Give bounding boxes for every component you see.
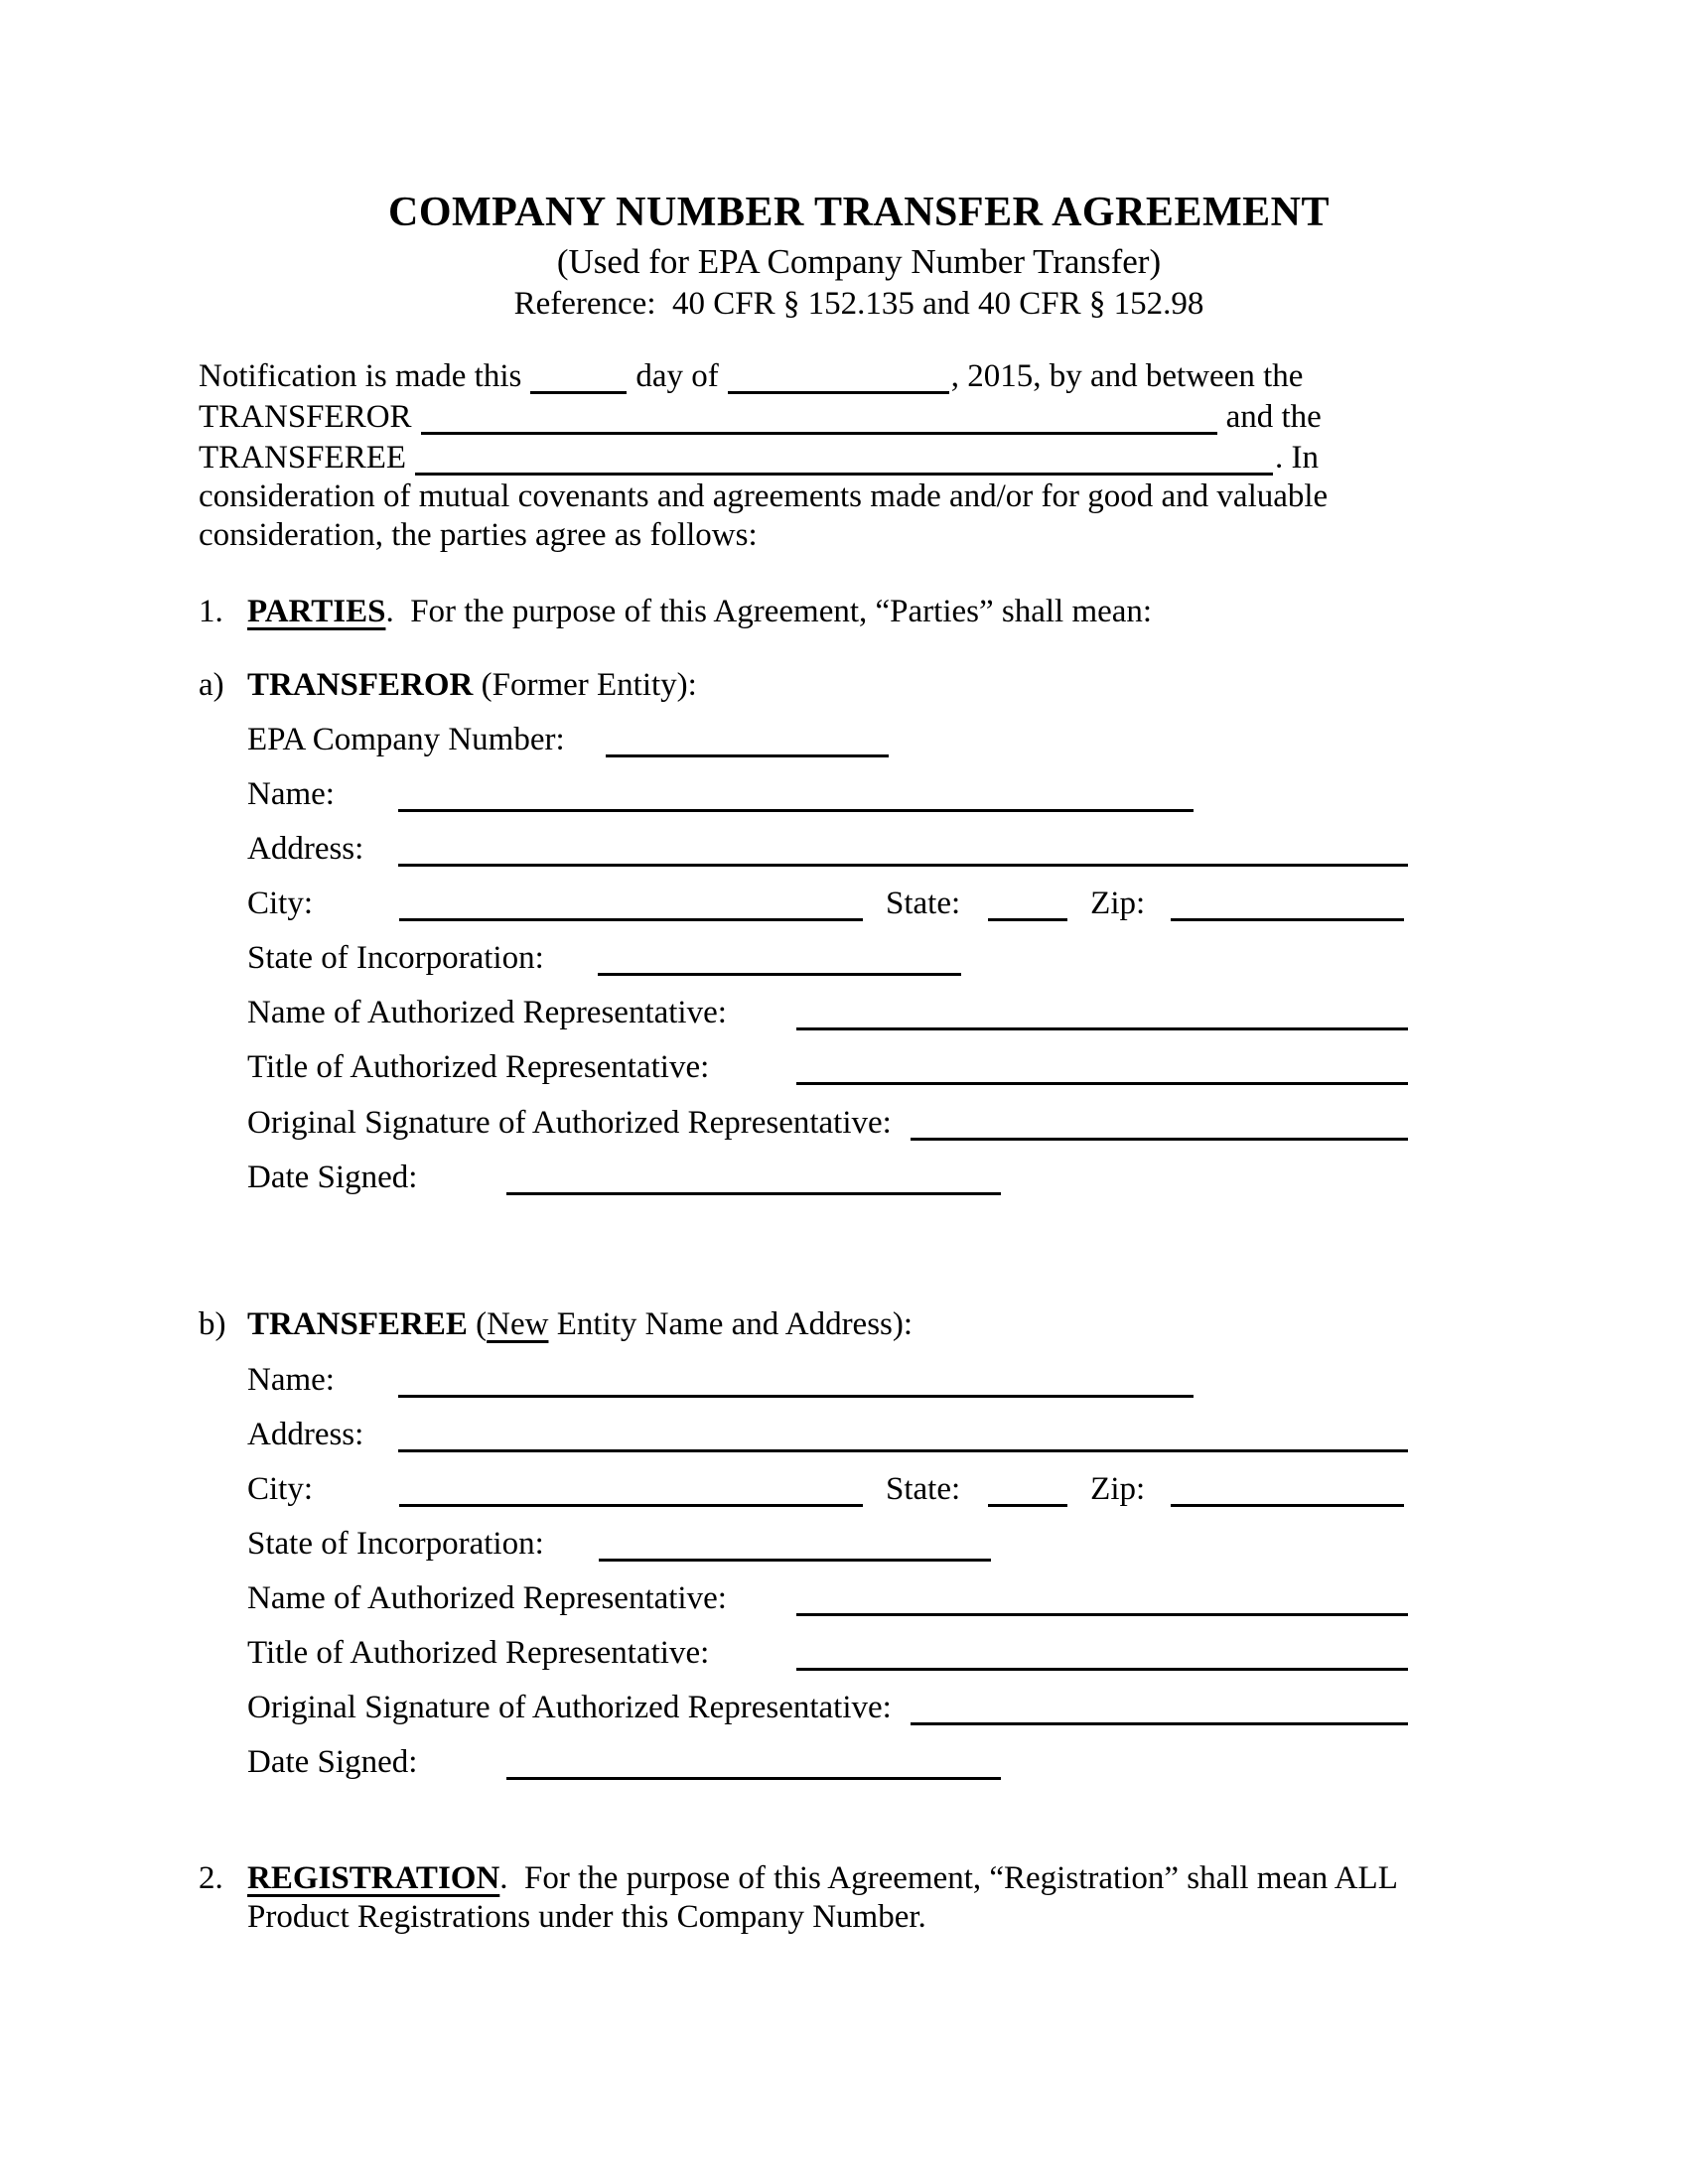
field-row-name bbox=[199, 773, 1519, 814]
field-row-rep-name bbox=[199, 1577, 1519, 1618]
field-row-signature bbox=[199, 1101, 1519, 1142]
address-blank[interactable] bbox=[398, 1422, 1408, 1452]
section-1-heading bbox=[199, 592, 1519, 631]
address-label: Address: bbox=[247, 831, 364, 868]
zip-blank[interactable] bbox=[1171, 1476, 1404, 1507]
intro-text: , 2015, by and between the bbox=[950, 358, 1304, 395]
field-row-incorporation bbox=[199, 1523, 1519, 1564]
field-row-address bbox=[199, 1414, 1519, 1454]
signature-blank[interactable] bbox=[911, 1109, 1408, 1140]
field-row-signature bbox=[199, 1687, 1519, 1727]
section-2-line-2: Product Registrations under this Company Number. bbox=[247, 1898, 926, 1935]
field-row-rep-title bbox=[199, 1046, 1519, 1087]
field-row-incorporation bbox=[199, 937, 1519, 978]
city-blank[interactable] bbox=[399, 890, 863, 921]
document-subtitle: (Used for EPA Company Number Transfer) bbox=[556, 242, 1162, 281]
part-a-title: TRANSFEROR bbox=[247, 667, 474, 704]
epa-number-blank[interactable] bbox=[606, 727, 889, 757]
date-signed-label: Date Signed: bbox=[247, 1159, 418, 1195]
part-a-heading bbox=[199, 665, 1519, 705]
incorporation-label: State of Incorporation: bbox=[247, 940, 544, 977]
name-blank[interactable] bbox=[398, 1367, 1194, 1398]
document-reference: Reference: 40 CFR § 152.135 and 40 CFR § 152.98 bbox=[513, 286, 1204, 322]
signature-label: Original Signature of Authorized Representative: bbox=[247, 1689, 892, 1725]
state-label: State: bbox=[886, 1470, 961, 1507]
part-b-fields bbox=[199, 1359, 1519, 1782]
intro-line-3 bbox=[199, 437, 1519, 478]
document-title: COMPANY NUMBER TRANSFER AGREEMENT bbox=[388, 190, 1330, 235]
part-a-subtitle: (Former Entity): bbox=[473, 667, 697, 704]
date-signed-blank[interactable] bbox=[506, 1164, 1001, 1195]
part-b-subtitle-open: ( bbox=[467, 1305, 488, 1342]
rep-title-blank[interactable] bbox=[796, 1640, 1408, 1671]
intro-line-2 bbox=[199, 396, 1519, 437]
transferor-name-blank[interactable] bbox=[421, 404, 1217, 435]
part-b-marker: b) bbox=[199, 1305, 226, 1342]
rep-title-label: Title of Authorized Representative: bbox=[247, 1049, 710, 1086]
rep-name-blank[interactable] bbox=[796, 1000, 1408, 1030]
field-row-rep-title bbox=[199, 1632, 1519, 1673]
name-label: Name: bbox=[247, 776, 335, 813]
section-2-text: . For the purpose of this Agreement, “Registration” shall mean ALL bbox=[499, 1859, 1398, 1896]
field-row-rep-name bbox=[199, 992, 1519, 1032]
rep-title-blank[interactable] bbox=[796, 1054, 1408, 1085]
signature-blank[interactable] bbox=[911, 1695, 1408, 1725]
address-blank[interactable] bbox=[398, 836, 1408, 867]
intro-line-4: consideration of mutual covenants and agreements made and/or for good and valuable bbox=[199, 478, 1329, 515]
field-row-date-signed bbox=[199, 1157, 1519, 1197]
section-2-title: REGISTRATION bbox=[247, 1859, 500, 1896]
part-b-title: TRANSFEREE bbox=[247, 1305, 468, 1342]
state-blank[interactable] bbox=[988, 1476, 1067, 1507]
incorporation-label: State of Incorporation: bbox=[247, 1525, 544, 1562]
city-label: City: bbox=[247, 1470, 314, 1507]
field-row-epa-number bbox=[199, 719, 1519, 759]
section-2 bbox=[199, 1859, 1519, 1937]
field-row-address bbox=[199, 828, 1519, 869]
field-row-city-state-zip bbox=[199, 883, 1519, 923]
city-label: City: bbox=[247, 886, 314, 922]
intro-text: day of bbox=[635, 358, 719, 395]
day-blank[interactable] bbox=[530, 363, 627, 394]
part-b-new-word: New bbox=[487, 1305, 549, 1342]
transferee-name-blank[interactable] bbox=[415, 445, 1273, 476]
part-b-heading bbox=[199, 1304, 1519, 1344]
name-blank[interactable] bbox=[398, 781, 1194, 812]
intro-text: and the bbox=[1225, 399, 1322, 436]
incorporation-blank[interactable] bbox=[598, 945, 961, 976]
section-1-text: . For the purpose of this Agreement, “Parties” shall mean: bbox=[385, 594, 1153, 630]
zip-label: Zip: bbox=[1090, 1470, 1146, 1507]
field-row-name bbox=[199, 1359, 1519, 1400]
rep-name-label: Name of Authorized Representative: bbox=[247, 1579, 727, 1616]
epa-number-label: EPA Company Number: bbox=[247, 722, 565, 758]
address-label: Address: bbox=[247, 1416, 364, 1452]
incorporation-blank[interactable] bbox=[599, 1531, 991, 1562]
intro-text: . In bbox=[1275, 440, 1320, 477]
rep-title-label: Title of Authorized Representative: bbox=[247, 1634, 710, 1671]
name-label: Name: bbox=[247, 1361, 335, 1398]
date-signed-label: Date Signed: bbox=[247, 1743, 418, 1780]
state-label: State: bbox=[886, 886, 961, 922]
city-blank[interactable] bbox=[399, 1476, 863, 1507]
part-a-fields bbox=[199, 719, 1519, 1196]
state-blank[interactable] bbox=[988, 890, 1067, 921]
part-b-subtitle-close: Entity Name and Address): bbox=[548, 1305, 914, 1342]
rep-name-label: Name of Authorized Representative: bbox=[247, 995, 727, 1031]
intro-paragraph bbox=[199, 355, 1519, 555]
field-row-city-state-zip bbox=[199, 1468, 1519, 1509]
section-1-number: 1. bbox=[199, 594, 223, 630]
zip-label: Zip: bbox=[1090, 886, 1146, 922]
field-row-date-signed bbox=[199, 1741, 1519, 1782]
month-blank[interactable] bbox=[728, 363, 949, 394]
section-2-line-1 bbox=[247, 1859, 1519, 1898]
section-2-number: 2. bbox=[199, 1859, 223, 1896]
date-signed-blank[interactable] bbox=[506, 1749, 1001, 1780]
intro-line-5: consideration, the parties agree as follows: bbox=[199, 517, 758, 554]
intro-line-1 bbox=[199, 355, 1519, 396]
intro-text: Notification is made this bbox=[199, 358, 522, 395]
rep-name-blank[interactable] bbox=[796, 1585, 1408, 1616]
section-1-title: PARTIES bbox=[247, 594, 386, 630]
transferee-word: TRANSFEREE bbox=[199, 440, 407, 477]
signature-label: Original Signature of Authorized Representative: bbox=[247, 1104, 892, 1141]
zip-blank[interactable] bbox=[1171, 890, 1404, 921]
part-a-marker: a) bbox=[199, 667, 224, 704]
transferor-word: TRANSFEROR bbox=[199, 399, 412, 436]
